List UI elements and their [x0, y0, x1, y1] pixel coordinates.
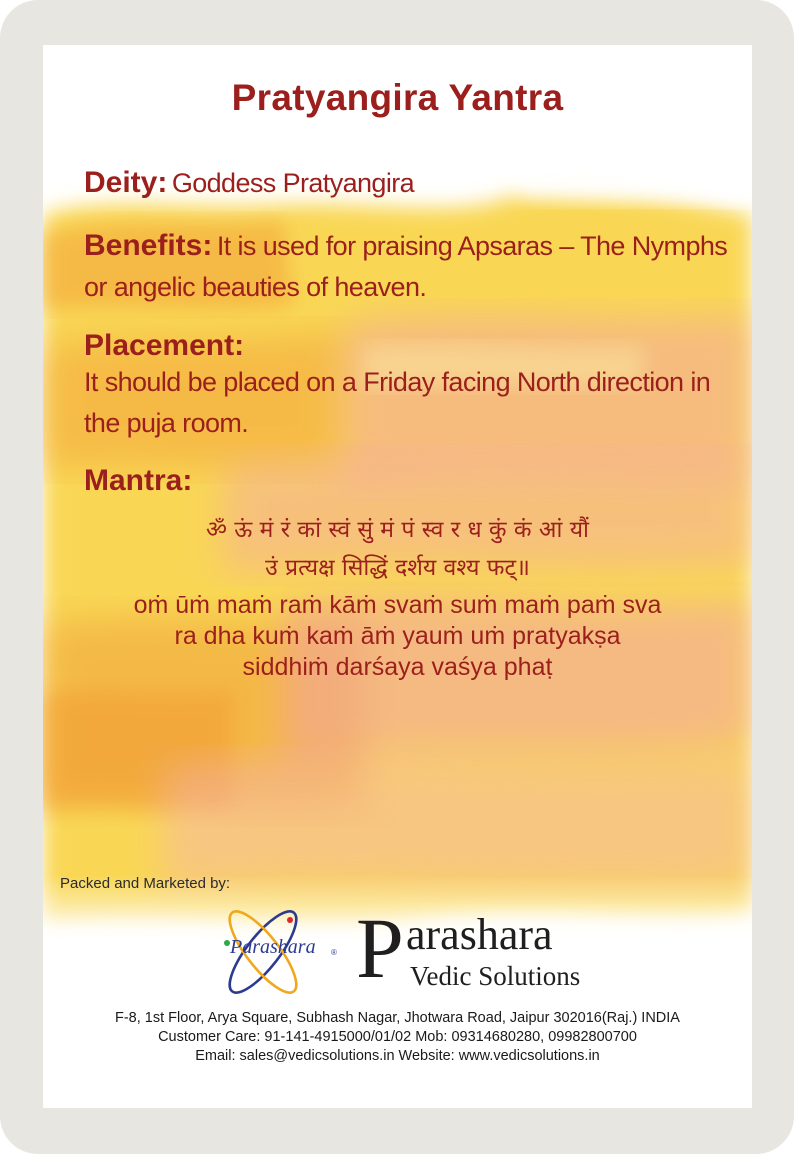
address-line: F-8, 1st Floor, Arya Square, Subhash Nagar, Jhotwara Road, Jaipur 302016(Raj.) INDIA — [115, 1010, 680, 1026]
parashara-logo-wordmark: Parashara — [230, 936, 316, 958]
benefits-value: It is used for praising Apsaras – The Nymphs or angelic beauties of heaven. — [84, 231, 728, 302]
benefits-label: Benefits: — [84, 229, 213, 262]
mantra-transliteration — [43, 590, 752, 683]
packed-by-label: Packed and Marketed by: — [60, 875, 231, 892]
page-title: Pratyangira Yantra — [231, 77, 564, 118]
registered-mark: ® — [331, 948, 337, 957]
mantra-devanagari-line: उं प्रत्यक्ष सिद्धिं दर्शय वश्य फट्॥ — [265, 555, 530, 581]
email-website-line: Email: sales@vedicsolutions.in Website: www.vedicsolutions.in — [195, 1048, 600, 1064]
placement-value: It should be placed on a Friday facing North direction in the puja room. — [84, 367, 711, 438]
deity-value: Goddess Pratyangira — [171, 168, 415, 198]
card-content — [43, 45, 752, 1108]
brand-subtitle: Vedic Solutions — [410, 961, 581, 991]
benefits-section — [84, 228, 734, 310]
mantra-devanagari — [43, 511, 752, 587]
mantra-transliteration-line: ra dha kuṁ kaṁ āṁ yauṁ uṁ pratyakṣa — [174, 622, 621, 650]
mantra-devanagari-line: ॐ ऊं मं रं कां स्वं सुं मं पं स्व र ध कुं कं आं यौं — [206, 517, 589, 543]
mantra-label: Mantra: — [84, 464, 193, 497]
contact-address — [43, 1009, 752, 1066]
placement-label: Placement: — [84, 329, 245, 362]
mantra-transliteration-line: siddhiṁ darśaya vaśya phaṭ — [242, 653, 553, 681]
card-panel — [43, 45, 752, 1108]
mantra-transliteration-line: oṁ ūṁ maṁ raṁ kāṁ svaṁ suṁ maṁ paṁ sva — [133, 591, 662, 619]
customer-care-line: Customer Care: 91-141-4915000/01/02 Mob: 09314680280, 09982800700 — [158, 1029, 637, 1045]
brand-initial: P — [356, 900, 404, 996]
brand-rest: arashara — [406, 910, 553, 959]
deity-label: Deity: — [84, 166, 168, 199]
placement-section — [84, 328, 734, 446]
deity-section — [84, 165, 414, 206]
mantra-section — [84, 463, 192, 504]
